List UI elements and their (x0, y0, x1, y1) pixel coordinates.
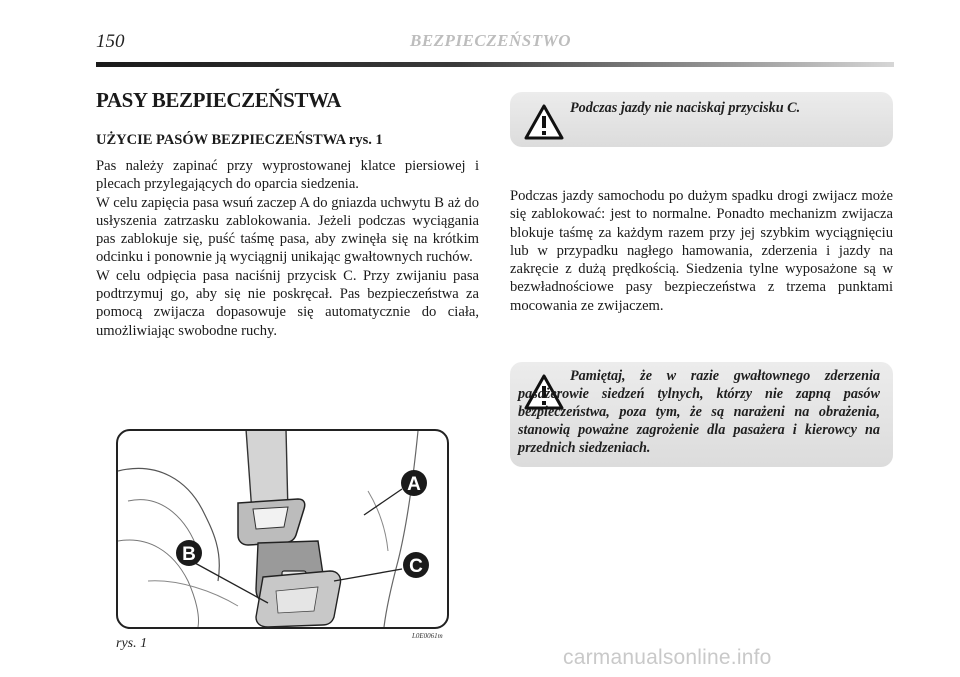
warning-triangle-icon (524, 104, 564, 140)
watermark: carmanualsonline.info (563, 646, 772, 669)
paragraph: W celu zapięcia pasa wsuń zaczep A do gniazda uchwytu B aż do usłyszenia zatrzasku zablokowania. Jeżeli podczas wyciągania pas zablokuje się, puść taśmę pasa, aby zwinęła się na krótkim odcinku i ponownie ją wyciągnij unikając gwałtownych ruchów. (96, 194, 479, 266)
page-number: 150 (96, 31, 125, 52)
callout-label-c: C (409, 556, 423, 577)
callout-b (176, 540, 202, 566)
seatbelt-illustration (116, 429, 449, 629)
warning-text: Podczas jazdy nie naciskaj przycisku C. (570, 100, 801, 116)
callout-label-a: A (407, 474, 421, 495)
right-column-text (510, 187, 893, 315)
header-rule (96, 62, 894, 67)
warning-text: Pamiętaj, że w razie gwałtownego zderzenia pasażerowie siedzeń tylnych, którzy nie zapną pasów bezpieczeństwa, poza tym, że są narażeni na obrażenia, stanowią poważne zagrożenie dla pasażera i kierowcy na przednich siedzeniach. (518, 368, 880, 456)
subsection-title: UŻYCIE PASÓW BEZPIECZEŃSTWA rys. 1 (96, 132, 383, 148)
left-column-text (96, 157, 479, 340)
paragraph: Podczas jazdy samochodu po dużym spadku drogi zwijacz może się zablokować: jest to normalne. Ponadto mechanizm zwijacza blokuje taśmę za każdym razem przy jej szybkim wyciągnięciu lub w przypadku nagłego hamowania, zderzenia i jazdy na zakręcie z dużą prędkością. Siedzenia tylne wyposażone są w bezwładnościowe pasy bezpieczeństwa z trzema punktami mocowania ze zwijaczem. (510, 188, 893, 314)
paragraph: W celu odpięcia pasa naciśnij przycisk C. Przy zwijaniu pasa podtrzymuj go, aby się nie poskręcał. Pas bezpieczeństwa za pomocą zwijacza dopasowuje się automatycznie do ciała, umożliwiając swobodne ruchy. (96, 267, 479, 339)
figure-caption: rys. 1 (116, 636, 148, 651)
seatbelt-buckle-drawing (118, 431, 447, 627)
warning-box (510, 362, 893, 467)
section-title: PASY BEZPIECZEŃSTWA (96, 88, 342, 112)
callout-a (401, 470, 427, 496)
running-header: BEZPIECZEŃSTWO (410, 31, 571, 50)
warning-box (510, 92, 893, 147)
callout-label-b: B (182, 544, 196, 565)
figure-code: L0E0061m (412, 632, 443, 640)
callout-c (403, 552, 429, 578)
paragraph: Pas należy zapinać przy wyprostowanej klatce piersiowej i plecach przylegających do oparcia siedzenia. (96, 158, 479, 193)
